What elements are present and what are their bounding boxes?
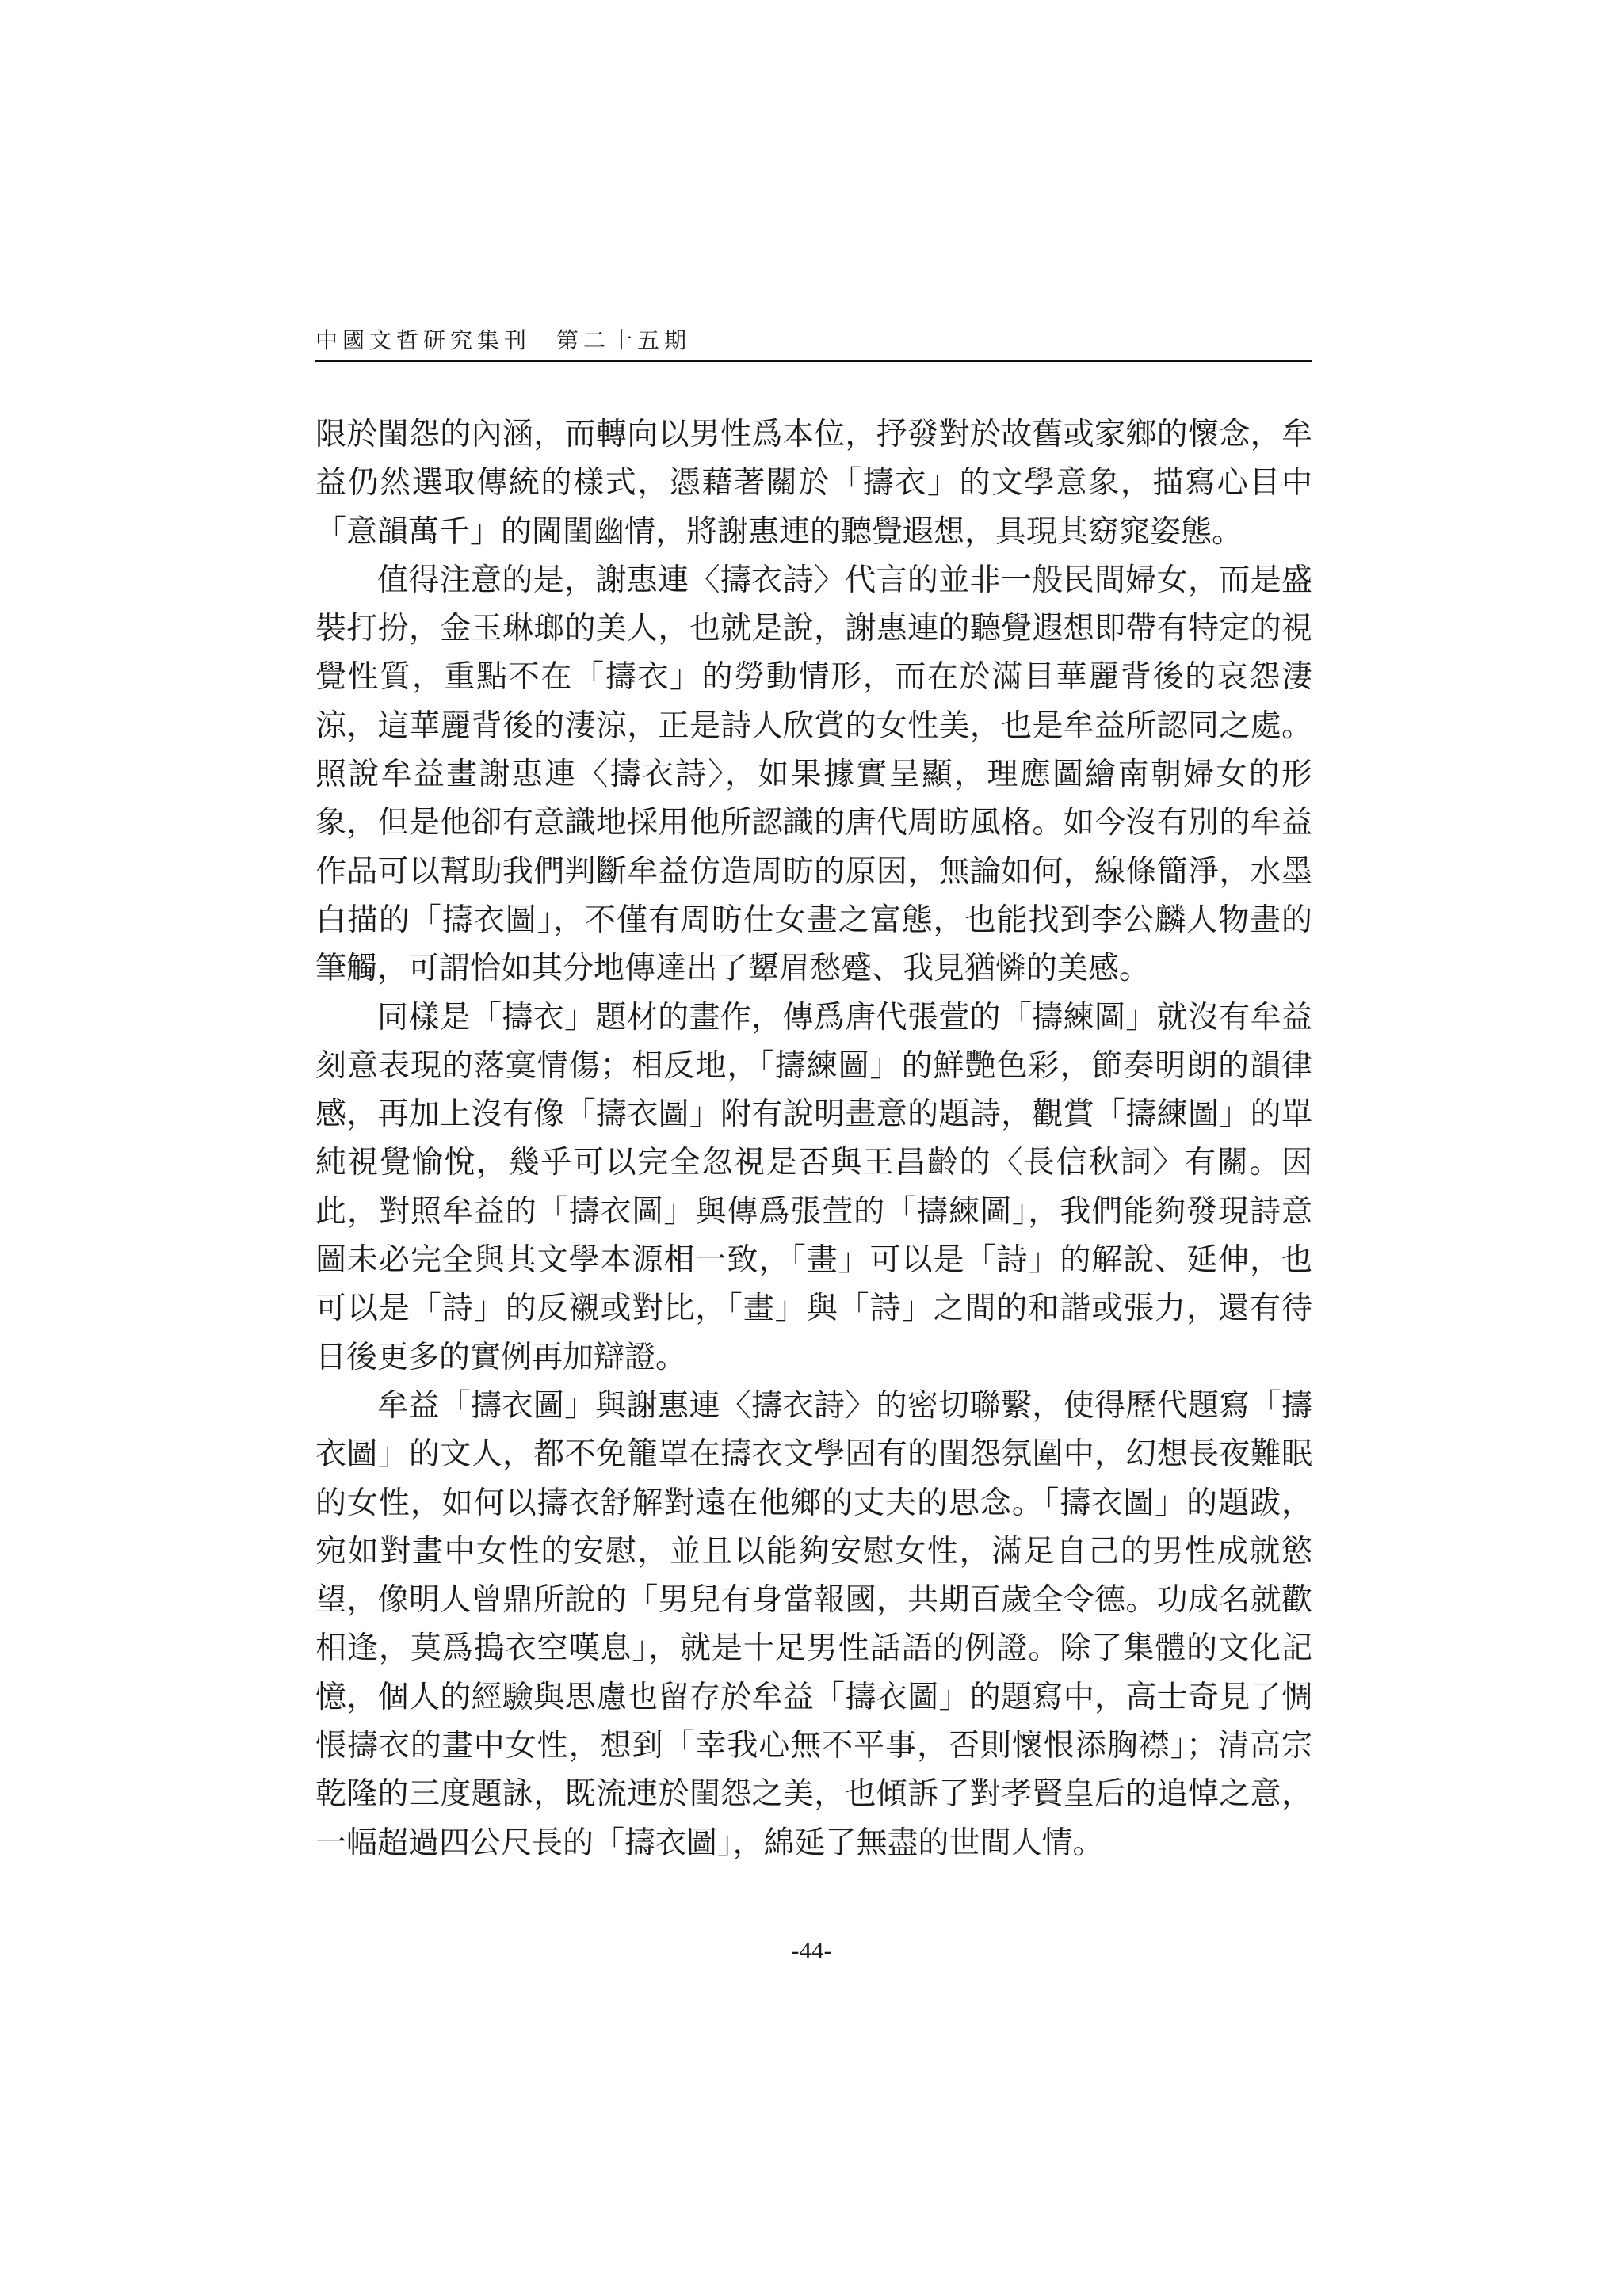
issue-number: 第二十五期 — [556, 327, 692, 353]
paragraph: 同樣是「擣衣」題材的畫作，傳爲唐代張萱的「擣練圖」就沒有牟益刻意表現的落寞情傷；相反地，「擣練圖」的鮮艷色彩，節奏明朗的韻律感，再加上沒有像「擣衣圖」附有說明畫意的題詩，觀賞「擣練圖」的單純視覺愉悅，幾乎可以完全忽視是否與王昌齡的〈長信秋詞〉有關。因此，對照牟益的「擣衣圖」與傳爲張萱的「擣練圖」，我們能夠發現詩意圖未必完全與其文學本源相一致，「畫」可以是「詩」的解說、延伸，也可以是「詩」的反襯或對比，「畫」與「詩」之間的和諧或張力，還有待日後更多的實例再加辯證。 — [315, 999, 1312, 1375]
header-rule — [315, 360, 1312, 362]
journal-title: 中國文哲研究集刊 — [315, 327, 532, 353]
paragraph-continued: 限於閨怨的內涵，而轉向以男性爲本位，抒發對於故舊或家鄉的懷念，牟益仍然選取傳統的樣式，憑藉著關於「擣衣」的文學意象，描寫心目中「意韻萬千」的閫閨幽情，將謝惠連的聽覺遐想，具現其窈窕姿態。 — [315, 417, 1312, 550]
body-text — [315, 410, 1312, 1867]
paragraph: 值得注意的是，謝惠連〈擣衣詩〉代言的並非一般民間婦女，而是盛裝打扮，金玉琳瑯的美人，也就是說，謝惠連的聽覺遐想即帶有特定的視覺性質，重點不在「擣衣」的勞動情形，而在於滿目華麗背後的哀怨淒涼，這華麗背後的淒涼，正是詩人欣賞的女性美，也是牟益所認同之處。照說牟益畫謝惠連〈擣衣詩〉，如果據實呈顯，理應圖繪南朝婦女的形象，但是他卻有意識地採用他所認識的唐代周昉風格。如今沒有別的牟益作品可以幫助我們判斷牟益仿造周昉的原因，無論如何，線條簡淨，水墨白描的「擣衣圖」，不僅有周昉仕女畫之富態，也能找到李公麟人物畫的筆觸，可謂恰如其分地傳達出了顰眉愁蹙、我見猶憐的美感。 — [315, 562, 1312, 987]
page-number: -44- — [791, 1936, 832, 1964]
paragraph: 牟益「擣衣圖」與謝惠連〈擣衣詩〉的密切聯繫，使得歷代題寫「擣衣圖」的文人，都不免籠罩在擣衣文學固有的閨怨氛圍中，幻想長夜難眠的女性，如何以擣衣舒解對遠在他鄉的丈夫的思念。「擣衣圖」的題跋，宛如對畫中女性的安慰，並且以能夠安慰女性，滿足自己的男性成就慾望，像明人曾鼎所說的「男兒有身當報國，共期百歲全令德。功成名就歡相逢，莫爲搗衣空嘆息」，就是十足男性話語的例證。除了集體的文化記憶，個人的經驗與思慮也留存於牟益「擣衣圖」的題寫中，高士奇見了惆悵擣衣的畫中女性，想到「幸我心無不平事，否則懷恨添胸襟」；清高宗乾隆的三度題詠，既流連於閨怨之美，也傾訴了對孝賢皇后的追悼之意，一幅超過四公尺長的「擣衣圖」，綿延了無盡的世間人情。 — [315, 1387, 1312, 1861]
running-header — [315, 325, 1312, 357]
